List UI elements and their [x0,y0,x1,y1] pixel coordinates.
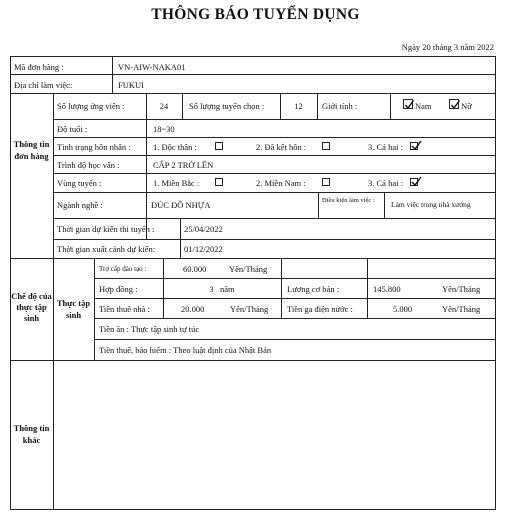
region-north-checkbox[interactable] [215,178,223,186]
grid-line [146,93,147,239]
grid-line [10,74,496,75]
training-allowance-value: 60.000 [183,264,207,274]
industry-label: Ngành nghề : [57,200,103,210]
marital-married-checkbox[interactable] [322,142,330,150]
tax-insurance-text: Tiền thuế, bảo hiểm : Theo luật định của Nhật Bản [99,345,272,355]
workplace-label: Địa chỉ làm việc: [14,80,73,90]
grid-line [94,278,496,279]
grid-line [390,93,391,119]
order-info-section-label: Thông tin đơn hàng [13,139,50,161]
applicants-value: 24 [159,101,169,111]
grid-line [53,192,496,193]
contract-value: 3 năm [209,284,235,294]
marital-label: Tình trạng hôn nhân : [57,142,131,152]
grid-line [10,93,496,94]
conditions-label: Điều kiện làm việc : [322,197,375,204]
gender-label: Giới tính : [322,101,358,111]
grid-line [53,218,496,219]
region-option-south: 2. Miền Nam : [256,178,306,188]
order-code-label: Mã đơn hàng : [14,62,64,72]
grid-line [94,258,95,360]
utilities-value: 5.000 [393,304,413,314]
workplace-value: FUKUI [118,80,144,90]
benefits-sub-label: Thực tập sinh [56,298,91,320]
grid-line [112,56,113,93]
grid-line [318,192,319,218]
region-both-checkbox[interactable] [410,178,418,186]
training-allowance-unit: Yên/Tháng [229,264,268,274]
marital-option-both: 3. Cả hai : [368,142,403,152]
gender-male-checkbox[interactable] [403,99,413,109]
marital-single-checkbox[interactable] [215,142,223,150]
departure-label: Thời gian xuất cảnh dự kiến: [57,244,156,254]
grid-line [53,173,496,174]
grid-line [182,93,183,119]
housing-value: 20.000 [181,304,205,314]
checkmark-icon [410,176,422,187]
utilities-unit: Yên/Tháng [442,304,481,314]
other-info-section-label: Thông tin khác [13,423,50,445]
grid-line [94,339,496,340]
grid-line [53,119,496,120]
document-title: THÔNG BÁO TUYỂN DỤNG [151,6,360,23]
base-salary-label: Lương cơ bản : [287,284,340,294]
grid-line [53,155,496,156]
checkmark-icon [410,140,422,151]
marital-option-married: 2. Đã kết hôn : [256,142,307,152]
gender-female-checkbox[interactable] [449,99,459,109]
grid-line [317,93,318,119]
gender-female-label: Nữ [461,101,472,111]
age-label: Độ tuổi : [57,124,88,134]
grid-line [180,218,181,258]
exam-label: Thời gian dự kiến thi tuyển : [57,224,155,234]
utilities-label: Tiền ga điện nước : [287,304,353,314]
selected-label: Số lượng tuyển chọn : [189,101,265,111]
base-salary-value: 145.800 [373,284,401,294]
training-allowance-label: Trợ cấp đào tạo : [99,265,147,273]
grid-line [53,239,496,240]
grid-line [281,258,282,318]
base-salary-unit: Yên/Tháng [442,284,481,294]
grid-line [94,318,496,319]
grid-line [10,360,496,361]
marital-both-checkbox[interactable] [410,142,418,150]
education-label: Trình độ học vấn : [57,160,120,170]
exam-value: 25/04/2022 [184,224,223,234]
checkmark-icon [404,100,414,110]
gender-male-label: Nam [415,101,432,111]
grid-line [384,192,385,218]
housing-label: Tiền thuê nhà : [99,304,150,314]
industry-value: ĐÚC ĐỒ NHỰA [151,200,211,210]
housing-unit: Yên/Tháng [230,304,269,314]
grid-line [94,298,496,299]
contract-label: Hợp đồng : [99,284,138,294]
benefits-section-label: Chế độ của thực tập sinh [11,291,52,323]
document-date: Ngày 20 tháng 3 năm 2022 [401,42,494,52]
grid-line [10,258,496,259]
selected-value: 12 [294,101,303,111]
region-label: Vùng tuyển : [57,178,102,188]
meals-text: Tiền ăn : Thực tập sinh tự túc [99,324,200,334]
departure-value: 01/12/2022 [184,244,223,254]
marital-option-single: 1. Độc thân : [153,142,197,152]
region-option-north: 1. Miền Bắc : [153,178,200,188]
region-option-both: 3. Cả hai : [368,178,403,188]
checkmark-icon [450,100,460,110]
education-value: CẤP 2 TRỞ LÊN [153,160,214,170]
grid-line [53,137,496,138]
applicants-label: Số lượng ứng viên : [57,101,125,111]
grid-line [367,258,368,318]
order-code-value: VN-AIW-NAKA01 [118,62,186,72]
region-south-checkbox[interactable] [322,178,330,186]
age-value: 18~30 [153,124,175,134]
conditions-value: Làm việc trong nhà xưởng [391,200,471,209]
